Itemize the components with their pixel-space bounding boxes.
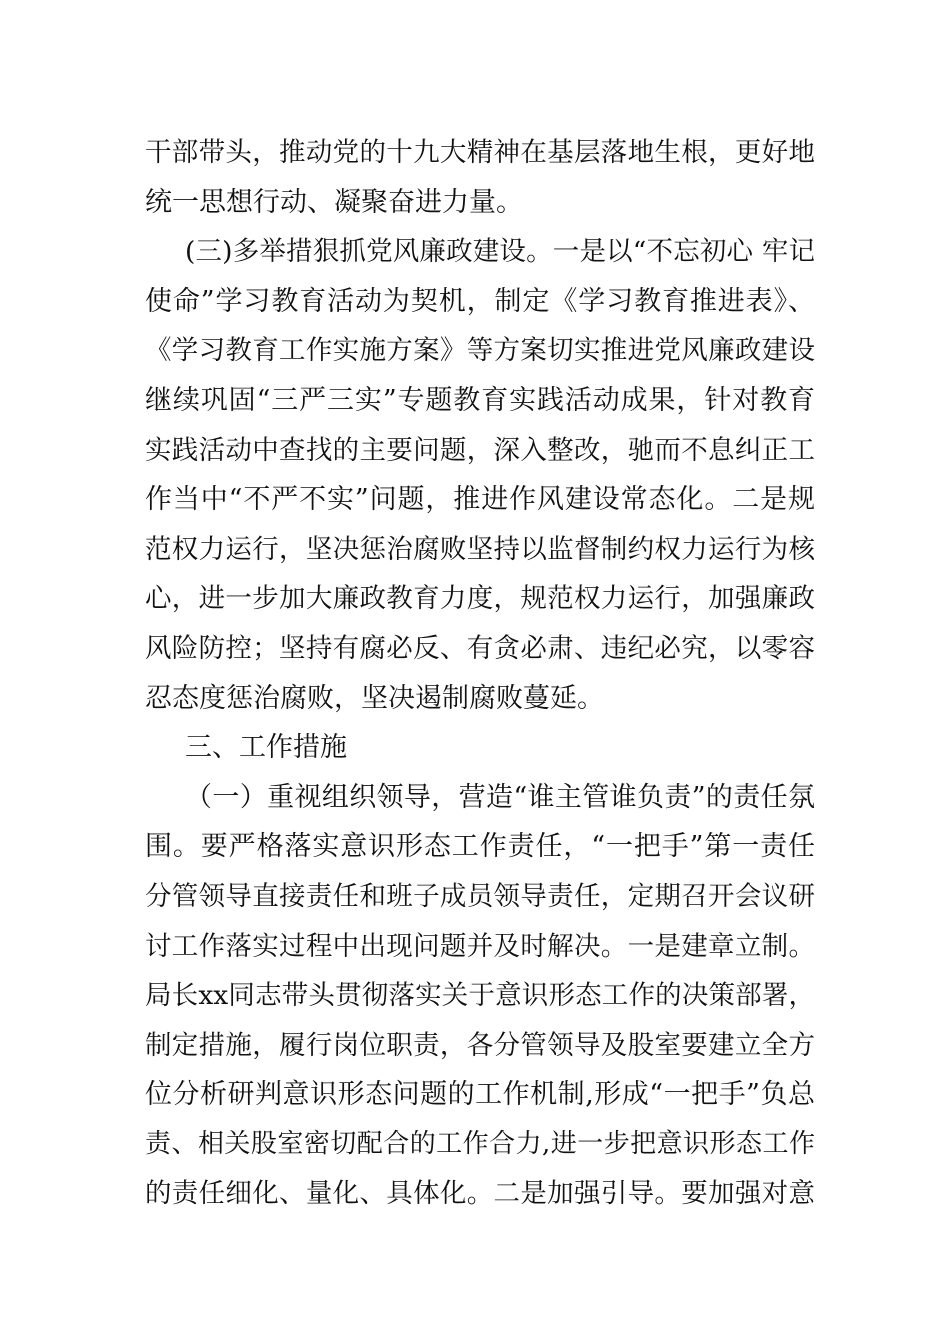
section-heading-line: (三)多举措狠抓党风廉政建设。一是以“不忘初心 牢记 [185, 236, 815, 268]
text-line: 实践活动中查找的主要问题，深入整改，驰而不息纠正工 [145, 434, 815, 466]
text-line: 统一思想行动、凝聚奋进力量。 [145, 186, 523, 218]
text-line: 范权力运行，坚决惩治腐败坚持以监督制约权力运行为核 [145, 533, 815, 565]
subsection-heading-line: （一）重视组织领导，营造“谁主管谁负责”的责任氛 [185, 781, 815, 813]
text-line: 《学习教育工作实施方案》等方案切实推进党风廉政建设 [145, 335, 815, 367]
text-line: 制定措施，履行岗位职责，各分管领导及股室要建立全方 [145, 1029, 815, 1061]
text-line: 讨工作落实过程中出现问题并及时解决。一是建章立制。 [145, 930, 815, 962]
text-line: 围。要严格落实意识形态工作责任，“一把手”第一责任 [145, 831, 815, 863]
text-line: 继续巩固“三严三实”专题教育实践活动成果，针对教育 [145, 384, 815, 416]
text-line: 心，进一步加大廉政教育力度，规范权力运行，加强廉政 [145, 583, 815, 615]
text-line: 忍态度惩治腐败，坚决遏制腐败蔓延。 [145, 682, 604, 714]
text-line: 位分析研判意识形态问题的工作机制,形成“一把手”负总 [145, 1079, 815, 1111]
text-line: 的责任细化、量化、具体化。二是加强引导。要加强对意 [145, 1178, 815, 1210]
text-line: 作当中“不严不实”问题，推进作风建设常态化。二是规 [145, 484, 815, 516]
text-line: 局长xx同志带头贯彻落实关于意识形态工作的决策部署， [145, 980, 815, 1012]
section-heading: 三、工作措施 [185, 732, 347, 764]
text-line: 分管领导直接责任和班子成员领导责任，定期召开会议研 [145, 880, 815, 912]
document-body [145, 128, 815, 1219]
text-line: 风险防控；坚持有腐必反、有贪必肃、违纪必究，以零容 [145, 632, 815, 664]
text-line: 使命”学习教育活动为契机，制定《学习教育推进表》、 [145, 285, 815, 317]
text-line: 责、相关股室密切配合的工作合力,进一步把意识形态工作 [145, 1128, 815, 1159]
text-line: 干部带头，推动党的十九大精神在基层落地生根，更好地 [145, 137, 815, 168]
